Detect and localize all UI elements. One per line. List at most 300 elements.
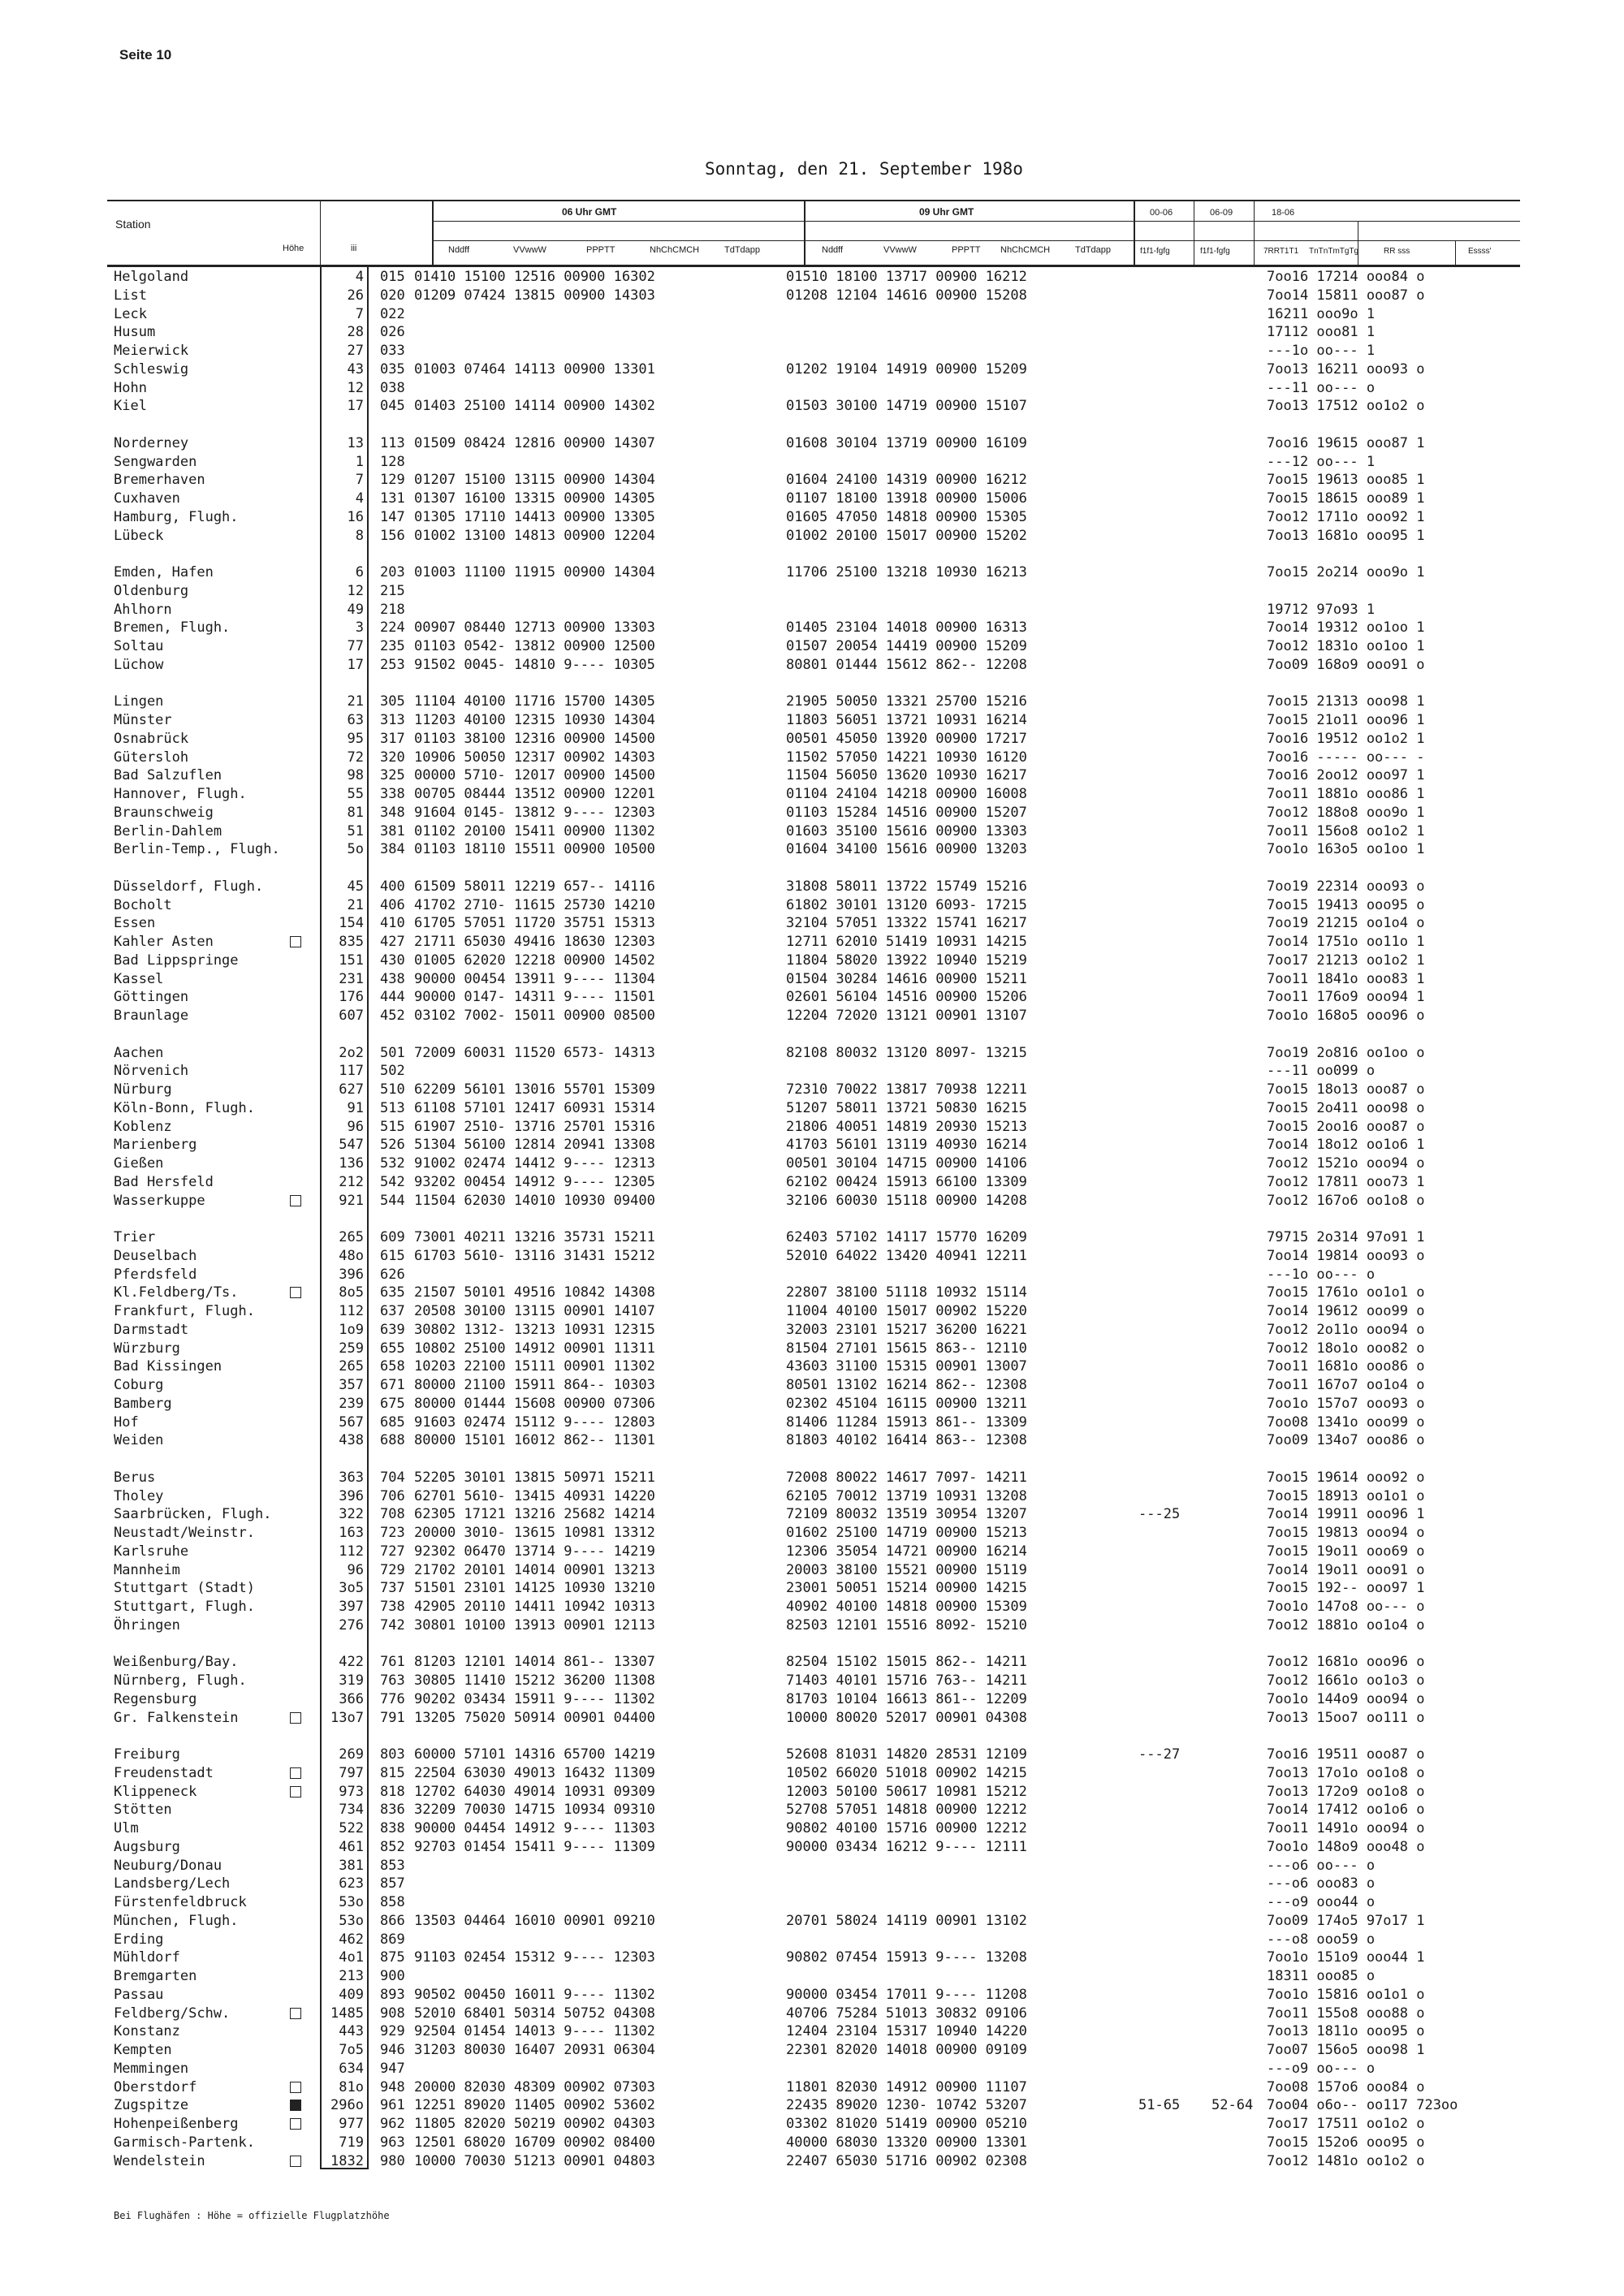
station-row: [107, 2115, 1520, 2133]
station-iii: 147: [380, 508, 405, 525]
station-hoehe: 4o1: [339, 1949, 364, 1966]
obs-09-gmt: 72008 80022 14617 7097- 14211: [786, 1469, 1027, 1486]
station-row: [107, 1321, 1520, 1339]
obs-06-gmt: 91604 0145- 13812 9---- 12303: [414, 804, 655, 821]
obs-18-06: 7oo15 152o6 ooo95 o: [1267, 2134, 1425, 2151]
obs-06-gmt: 30802 1312- 13213 10931 12315: [414, 1321, 655, 1338]
obs-18-06: 7oo1o 168o5 ooo96 o: [1267, 1008, 1425, 1024]
obs-09-gmt: 81406 11284 15913 861-- 13309: [786, 1413, 1027, 1431]
station-hoehe: 973: [339, 1783, 364, 1800]
station-row: [107, 1746, 1520, 1763]
obs-06-gmt: 92504 01454 14013 9---- 11302: [414, 2023, 655, 2040]
station-hoehe: 921: [339, 1192, 364, 1209]
obs-18-06: 7oo12 167o6 oo1o8 o: [1267, 1192, 1425, 1209]
station-hoehe: 112: [339, 1303, 364, 1319]
station-iii: 320: [380, 749, 405, 766]
obs-18-06: ---11 oo--- o: [1267, 379, 1376, 396]
spacer-row: [107, 416, 1520, 434]
station-hoehe: 154: [339, 915, 364, 932]
station-row: [107, 1819, 1520, 1837]
station-hoehe: 438: [339, 1432, 364, 1449]
obs-09-gmt: 90802 07454 15913 9---- 13208: [786, 1949, 1027, 1966]
spacer-row: [107, 1450, 1520, 1468]
station-hoehe: 51: [347, 822, 364, 839]
station-iii: 708: [380, 1506, 405, 1523]
station-iii: 022: [380, 305, 405, 322]
station-row: [107, 601, 1520, 619]
station-row: [107, 2078, 1520, 2096]
station-name: Husum: [114, 324, 156, 341]
obs-06-gmt: 01410 15100 12516 00900 16302: [414, 269, 655, 285]
station-name: Oldenburg: [114, 582, 189, 599]
obs-09-gmt: 01604 24100 14319 00900 16212: [786, 472, 1027, 489]
obs-09-gmt: 10000 80020 52017 00901 04308: [786, 1709, 1027, 1726]
station-name: Essen: [114, 915, 156, 932]
obs-18-06: 7oo12 1711o ooo92 1: [1267, 508, 1425, 525]
obs-18-06: 7oo14 17412 oo1o6 o: [1267, 1802, 1425, 1819]
obs-06-gmt: 01002 13100 14813 00900 12204: [414, 527, 655, 544]
station-hoehe: 1485: [330, 2005, 364, 2022]
station-row: [107, 1838, 1520, 1856]
station-name: Emden, Hafen: [114, 564, 214, 580]
station-row: [107, 896, 1520, 914]
obs-09-gmt: 02601 56104 14516 00900 15206: [786, 989, 1027, 1006]
station-hoehe: 627: [339, 1081, 364, 1098]
obs-18-06: 7oo15 18913 oo1o1 o: [1267, 1487, 1425, 1504]
obs-18-06: 7oo13 17o1o oo1o8 o: [1267, 1764, 1425, 1781]
station-name: Kempten: [114, 2042, 172, 2058]
obs-18-06: 7oo14 19o11 ooo91 o: [1267, 1561, 1425, 1578]
obs-06-gmt: 01003 11100 11915 00900 14304: [414, 564, 655, 580]
spacer-row: [107, 1635, 1520, 1653]
station-iii: 908: [380, 2005, 405, 2022]
station-iii: 671: [380, 1377, 405, 1393]
station-row: [107, 2134, 1520, 2151]
obs-18-06: 7oo08 1341o ooo99 o: [1267, 1413, 1425, 1431]
obs-18-06: 7oo13 1811o ooo95 o: [1267, 2023, 1425, 2040]
station-name: Ulm: [114, 1820, 139, 1836]
obs-18-06: 7oo14 1751o oo11o 1: [1267, 934, 1425, 950]
spacer-row: [107, 1025, 1520, 1043]
obs-06-gmt: 80000 15101 16012 862-- 11301: [414, 1432, 655, 1449]
obs-09-gmt: 40000 68030 13320 00900 13301: [786, 2134, 1027, 2151]
station-hoehe: 322: [339, 1506, 364, 1523]
obs-09-gmt: 20701 58024 14119 00901 13102: [786, 1912, 1027, 1929]
obs-18-06: ---o6 ooo83 o: [1267, 1875, 1376, 1892]
station-hoehe: 265: [339, 1229, 364, 1245]
page-number: Seite 10: [119, 47, 172, 63]
station-name: Braunschweig: [114, 804, 214, 821]
obs-09-gmt: 81504 27101 15615 863-- 12110: [786, 1340, 1027, 1357]
obs-06-gmt: 61705 57051 11720 35751 15313: [414, 915, 655, 932]
station-iii: 980: [380, 2152, 405, 2169]
station-row: [107, 749, 1520, 766]
station-row: [107, 1469, 1520, 1487]
station-row: [107, 2022, 1520, 2040]
obs-06-gmt: 00705 08444 13512 00900 12201: [414, 786, 655, 802]
obs-18-06: 7oo15 192-- ooo97 1: [1267, 1580, 1425, 1597]
station-iii: 761: [380, 1654, 405, 1671]
station-hoehe: 49: [347, 601, 364, 618]
station-row: [107, 582, 1520, 600]
open-square-icon: [290, 1195, 301, 1206]
station-name: Neustadt/Weinstr.: [114, 1525, 255, 1541]
open-square-icon: [290, 1767, 301, 1779]
obs-06-gmt: 92703 01454 15411 9---- 11309: [414, 1838, 655, 1855]
obs-06-gmt: 11504 62030 14010 10930 09400: [414, 1192, 655, 1209]
open-square-icon: [290, 1712, 301, 1724]
station-name: Bad Lippspringe: [114, 952, 239, 969]
obs-18-06: ---11 oo099 o: [1267, 1063, 1376, 1080]
obs-09-gmt: 71403 40101 15716 763-- 14211: [786, 1672, 1027, 1689]
station-hoehe: 1o9: [339, 1321, 364, 1338]
obs-09-gmt: 02302 45104 16115 00900 13211: [786, 1395, 1027, 1412]
obs-09-gmt: 11004 40100 15017 00902 15220: [786, 1303, 1027, 1319]
station-iii: 348: [380, 804, 405, 821]
header-hoehe: Höhe: [283, 244, 304, 253]
obs-09-gmt: 80501 13102 16214 862-- 12308: [786, 1377, 1027, 1393]
station-hoehe: 12: [347, 582, 364, 599]
station-iii: 948: [380, 2078, 405, 2095]
station-hoehe: 13o7: [330, 1709, 364, 1726]
station-hoehe: 1832: [330, 2152, 364, 2169]
station-iii: 427: [380, 934, 405, 950]
spacer-row: [107, 1727, 1520, 1745]
station-row: [107, 1487, 1520, 1505]
station-iii: 313: [380, 712, 405, 728]
station-name: Lingen: [114, 693, 164, 710]
station-row: [107, 914, 1520, 932]
station-hoehe: 6: [355, 564, 364, 580]
obs-18-06: 7oo15 2oo16 ooo87 o: [1267, 1118, 1425, 1135]
station-name: Meierwick: [114, 343, 189, 359]
obs-18-06: 7oo16 ----- oo--- -: [1267, 749, 1425, 766]
station-hoehe: 163: [339, 1525, 364, 1541]
station-name: Frankfurt, Flugh.: [114, 1303, 255, 1319]
station-name: Hohn: [114, 379, 147, 396]
obs-18-06: 7oo15 19614 ooo92 o: [1267, 1469, 1425, 1486]
station-name: Stuttgart, Flugh.: [114, 1599, 255, 1615]
station-hoehe: 72: [347, 749, 364, 766]
obs-09-gmt: 40902 40100 14818 00900 15309: [786, 1599, 1027, 1615]
station-iii: 542: [380, 1173, 405, 1190]
table-header: [107, 200, 1520, 266]
obs-09-gmt: 31808 58011 13722 15749 15216: [786, 878, 1027, 895]
obs-06-gmt: 61703 5610- 13116 31431 15212: [414, 1247, 655, 1264]
station-row: [107, 1413, 1520, 1431]
obs-09-gmt: 90802 40100 15716 00900 12212: [786, 1820, 1027, 1836]
station-row: [107, 1173, 1520, 1191]
obs-06-gmt: 01307 16100 13315 00900 14305: [414, 490, 655, 507]
station-row: [107, 1672, 1520, 1690]
station-row: [107, 1598, 1520, 1616]
obs-18-06: 7oo1o 144o9 ooo94 o: [1267, 1690, 1425, 1707]
station-name: Berlin-Temp., Flugh.: [114, 841, 280, 858]
station-hoehe: 63: [347, 712, 364, 728]
station-iii: 857: [380, 1875, 405, 1892]
station-row: [107, 1228, 1520, 1246]
obs-06-gmt: 51304 56100 12814 20941 13308: [414, 1137, 655, 1154]
station-row: [107, 822, 1520, 840]
obs-06-gmt: 01207 15100 13115 00900 14304: [414, 472, 655, 489]
station-iii: 045: [380, 398, 405, 415]
header-x-col-6: Essss': [1468, 247, 1492, 256]
obs-06-gmt: 21702 20101 14014 00901 13213: [414, 1561, 655, 1578]
filled-square-icon: [290, 2100, 301, 2111]
station-iii: 818: [380, 1783, 405, 1800]
station-row: [107, 785, 1520, 803]
station-row: [107, 1284, 1520, 1301]
obs-06-gmt: 51501 23101 14125 10930 13210: [414, 1580, 655, 1597]
obs-06-gmt: 62209 56101 13016 55701 15309: [414, 1081, 655, 1098]
footnote: Bei Flughäfen : Höhe = offizielle Flugplatzhöhe: [114, 2210, 390, 2221]
obs-06-gmt: 30805 11410 15212 36200 11308: [414, 1672, 655, 1689]
station-row: [107, 1376, 1520, 1394]
obs-09-gmt: 12711 62010 51419 10931 14215: [786, 934, 1027, 950]
station-name: Lübeck: [114, 527, 164, 544]
station-name: Gütersloh: [114, 749, 189, 766]
obs-18-06: 7oo13 17512 oo1o2 o: [1267, 398, 1425, 415]
station-iii: 156: [380, 527, 405, 544]
obs-09-gmt: 11804 58020 13922 10940 15219: [786, 952, 1027, 969]
station-hoehe: 5o: [347, 841, 364, 858]
obs-06-gmt: 10906 50050 12317 00902 14303: [414, 749, 655, 766]
station-name: Weißenburg/Bay.: [114, 1654, 239, 1671]
obs-09-gmt: 43603 31100 15315 00901 13007: [786, 1358, 1027, 1375]
station-iii: 946: [380, 2042, 405, 2058]
station-hoehe: 136: [339, 1155, 364, 1172]
obs-09-gmt: 01507 20054 14419 00900 15209: [786, 638, 1027, 654]
station-name: Weiden: [114, 1432, 164, 1449]
station-iii: 852: [380, 1838, 405, 1855]
station-hoehe: 13: [347, 434, 364, 451]
header-x-col-3: 7RRT1T1: [1263, 247, 1299, 256]
station-iii: 836: [380, 1802, 405, 1819]
obs-18-06: 7oo11 156o8 oo1o2 1: [1267, 822, 1425, 839]
station-iii: 729: [380, 1561, 405, 1578]
station-hoehe: 2o2: [339, 1044, 364, 1061]
station-name: Cuxhaven: [114, 490, 180, 507]
obs-09-gmt: 61802 30101 13120 6093- 17215: [786, 896, 1027, 913]
station-row: [107, 693, 1520, 710]
obs-06-gmt: 01103 38100 12316 00900 14500: [414, 730, 655, 747]
station-row: [107, 711, 1520, 729]
obs-09-gmt: 72109 80032 13519 30954 13207: [786, 1506, 1027, 1523]
station-iii: 706: [380, 1487, 405, 1504]
station-iii: 609: [380, 1229, 405, 1245]
obs-18-06: 7oo14 19911 ooo96 1: [1267, 1506, 1425, 1523]
station-iii: 791: [380, 1709, 405, 1726]
station-iii: 400: [380, 878, 405, 895]
obs-06-gmt: 01209 07424 13815 00900 14303: [414, 287, 655, 304]
station-iii: 838: [380, 1820, 405, 1836]
station-row: [107, 1931, 1520, 1949]
station-name: Ahlhorn: [114, 601, 172, 618]
obs-18-06: 7oo12 1661o oo1o3 o: [1267, 1672, 1425, 1689]
obs-18-06: 7oo04 o6o-- oo117 723oo: [1267, 2097, 1458, 2114]
obs-09-gmt: 01605 47050 14818 00900 15305: [786, 508, 1027, 525]
station-row: [107, 379, 1520, 397]
obs-18-06: 7oo15 18o13 ooo87 o: [1267, 1081, 1425, 1098]
obs-18-06: 7oo1o 147o8 oo--- o: [1267, 1599, 1425, 1615]
station-name: Wendelstein: [114, 2152, 205, 2169]
obs-06-gmt: 52010 68401 50314 50752 04308: [414, 2005, 655, 2022]
obs-18-06: 7oo12 17811 ooo73 1: [1267, 1173, 1425, 1190]
obs-18-06: 7oo07 156o5 ooo98 1: [1267, 2042, 1425, 2058]
obs-18-06: ---o9 ooo44 o: [1267, 1894, 1376, 1910]
station-name: Koblenz: [114, 1118, 172, 1135]
obs-00-06: 51-65: [1138, 2097, 1181, 2114]
station-iii: 655: [380, 1340, 405, 1357]
station-name: Deuselbach: [114, 1247, 197, 1264]
station-name: Osnabrück: [114, 730, 189, 747]
station-hoehe: 231: [339, 970, 364, 987]
obs-09-gmt: 01107 18100 13918 00900 15006: [786, 490, 1027, 507]
obs-06-gmt: 90502 00450 16011 9---- 11302: [414, 1986, 655, 2003]
station-row: [107, 1136, 1520, 1154]
obs-06-gmt: 91603 02474 15112 9---- 12803: [414, 1413, 655, 1431]
station-row: [107, 1543, 1520, 1560]
header-18-06: 18-06: [1272, 208, 1295, 218]
obs-18-06: 7oo19 22314 ooo93 o: [1267, 878, 1425, 895]
obs-09-gmt: 20003 38100 15521 00900 15119: [786, 1561, 1027, 1578]
station-iii: 803: [380, 1746, 405, 1763]
spacer-row: [107, 859, 1520, 877]
station-name: Schleswig: [114, 360, 189, 378]
station-iii: 723: [380, 1525, 405, 1541]
station-iii: 727: [380, 1543, 405, 1560]
station-name: Bremerhaven: [114, 472, 205, 489]
obs-18-06: 7oo09 134o7 ooo86 o: [1267, 1432, 1425, 1449]
station-name: Saarbrücken, Flugh.: [114, 1506, 272, 1523]
station-name: Göttingen: [114, 989, 189, 1006]
station-row: [107, 1118, 1520, 1136]
station-name: Marienberg: [114, 1137, 197, 1154]
obs-09-gmt: 52010 64022 13420 40941 12211: [786, 1247, 1027, 1264]
header-06-09: 06-09: [1210, 208, 1233, 218]
obs-06-gmt: 20000 3010- 13615 10981 13312: [414, 1525, 655, 1541]
header-09-gmt: 09 Uhr GMT: [919, 206, 974, 218]
station-hoehe: 43: [347, 360, 364, 378]
obs-18-06: 7oo15 2o411 ooo98 o: [1267, 1099, 1425, 1116]
station-name: Freudenstadt: [114, 1764, 214, 1781]
station-hoehe: 4: [355, 490, 364, 507]
obs-09-gmt: 00501 30104 14715 00900 14106: [786, 1155, 1027, 1172]
obs-18-06: 7oo11 155o8 ooo88 o: [1267, 2005, 1425, 2022]
station-hoehe: 7o5: [339, 2042, 364, 2058]
obs-18-06: 7oo12 1521o ooo94 o: [1267, 1155, 1425, 1172]
obs-18-06: ---1o oo--- o: [1267, 1266, 1376, 1283]
station-hoehe: 265: [339, 1358, 364, 1375]
obs-18-06: 7oo19 2o816 oo1oo o: [1267, 1044, 1425, 1061]
obs-06-gmt: 10203 22100 15111 00901 11302: [414, 1358, 655, 1375]
obs-09-gmt: 22301 82020 14018 00900 09109: [786, 2042, 1027, 2058]
station-name: Norderney: [114, 434, 189, 451]
station-name: Neuburg/Donau: [114, 1857, 222, 1874]
station-name: Hannover, Flugh.: [114, 786, 247, 802]
station-row: [107, 1801, 1520, 1819]
station-hoehe: 443: [339, 2023, 364, 2040]
station-row: [107, 1340, 1520, 1357]
station-row: [107, 1986, 1520, 2004]
station-iii: 688: [380, 1432, 405, 1449]
station-name: Augsburg: [114, 1838, 180, 1855]
obs-18-06: 7oo11 1491o ooo94 o: [1267, 1820, 1425, 1836]
station-name: Helgoland: [114, 269, 189, 285]
station-row: [107, 2096, 1520, 2114]
open-square-icon: [290, 936, 301, 947]
station-row: [107, 1505, 1520, 1523]
station-row: [107, 434, 1520, 452]
station-name: Garmisch-Partenk.: [114, 2134, 255, 2151]
station-hoehe: 12: [347, 379, 364, 396]
obs-18-06: 7oo15 21o11 ooo96 1: [1267, 712, 1425, 728]
obs-06-gmt: 62701 5610- 13415 40931 14220: [414, 1487, 655, 1504]
station-row: [107, 1524, 1520, 1542]
station-hoehe: 462: [339, 1931, 364, 1948]
station-hoehe: 27: [347, 343, 364, 359]
station-row: [107, 840, 1520, 858]
station-iii: 325: [380, 767, 405, 784]
obs-18-06: 7oo16 19512 oo1o2 1: [1267, 730, 1425, 747]
station-hoehe: 734: [339, 1802, 364, 1819]
obs-06-gmt: 12501 68020 16709 00902 08400: [414, 2134, 655, 2151]
station-iii: 532: [380, 1155, 405, 1172]
obs-09-gmt: 21806 40051 14819 20930 15213: [786, 1118, 1027, 1135]
station-row: [107, 305, 1520, 323]
obs-18-06: 7oo11 167o7 oo1o4 o: [1267, 1377, 1425, 1393]
obs-06-gmt: 01103 18110 15511 00900 10500: [414, 841, 655, 858]
obs-09-gmt: 01604 34100 15616 00900 13203: [786, 841, 1027, 858]
station-hoehe: 276: [339, 1616, 364, 1634]
station-hoehe: 522: [339, 1820, 364, 1836]
station-name: Nürburg: [114, 1081, 172, 1098]
station-row: [107, 1857, 1520, 1875]
obs-09-gmt: 00501 45050 13920 00900 17217: [786, 730, 1027, 747]
station-hoehe: 4: [355, 269, 364, 285]
header-x-col-4: TnTnTmTgTg: [1309, 247, 1359, 256]
station-row: [107, 988, 1520, 1006]
obs-09-gmt: 80801 01444 15612 862-- 12208: [786, 656, 1027, 673]
open-square-icon: [290, 2118, 301, 2130]
obs-06-gmt: 00907 08440 12713 00900 13303: [414, 619, 655, 637]
obs-09-gmt: 01608 30104 13719 00900 16109: [786, 434, 1027, 451]
station-name: Köln-Bonn, Flugh.: [114, 1099, 255, 1116]
station-row: [107, 933, 1520, 951]
station-iii: 776: [380, 1690, 405, 1707]
station-iii: 875: [380, 1949, 405, 1966]
station-name: Mannheim: [114, 1561, 180, 1578]
station-iii: 929: [380, 2023, 405, 2040]
station-iii: 215: [380, 582, 405, 599]
obs-18-06: 7oo14 18o12 oo1o6 1: [1267, 1137, 1425, 1154]
obs-18-06: 7oo14 19612 ooo99 o: [1267, 1303, 1425, 1319]
obs-18-06: 7oo1o 15816 oo1o1 o: [1267, 1986, 1425, 2003]
station-iii: 128: [380, 453, 405, 470]
obs-09-gmt: 01504 30284 14616 00900 15211: [786, 970, 1027, 987]
station-iii: 129: [380, 472, 405, 489]
station-row: [107, 952, 1520, 969]
obs-06-gmt: 61509 58011 12219 657-- 14116: [414, 878, 655, 895]
station-row: [107, 1044, 1520, 1062]
station-name: Bremen, Flugh.: [114, 619, 231, 637]
station-row: [107, 619, 1520, 637]
station-name: Mühldorf: [114, 1949, 180, 1966]
station-iii: 035: [380, 360, 405, 378]
station-hoehe: 176: [339, 989, 364, 1006]
station-name: Pferdsfeld: [114, 1266, 197, 1283]
station-iii: 381: [380, 822, 405, 839]
